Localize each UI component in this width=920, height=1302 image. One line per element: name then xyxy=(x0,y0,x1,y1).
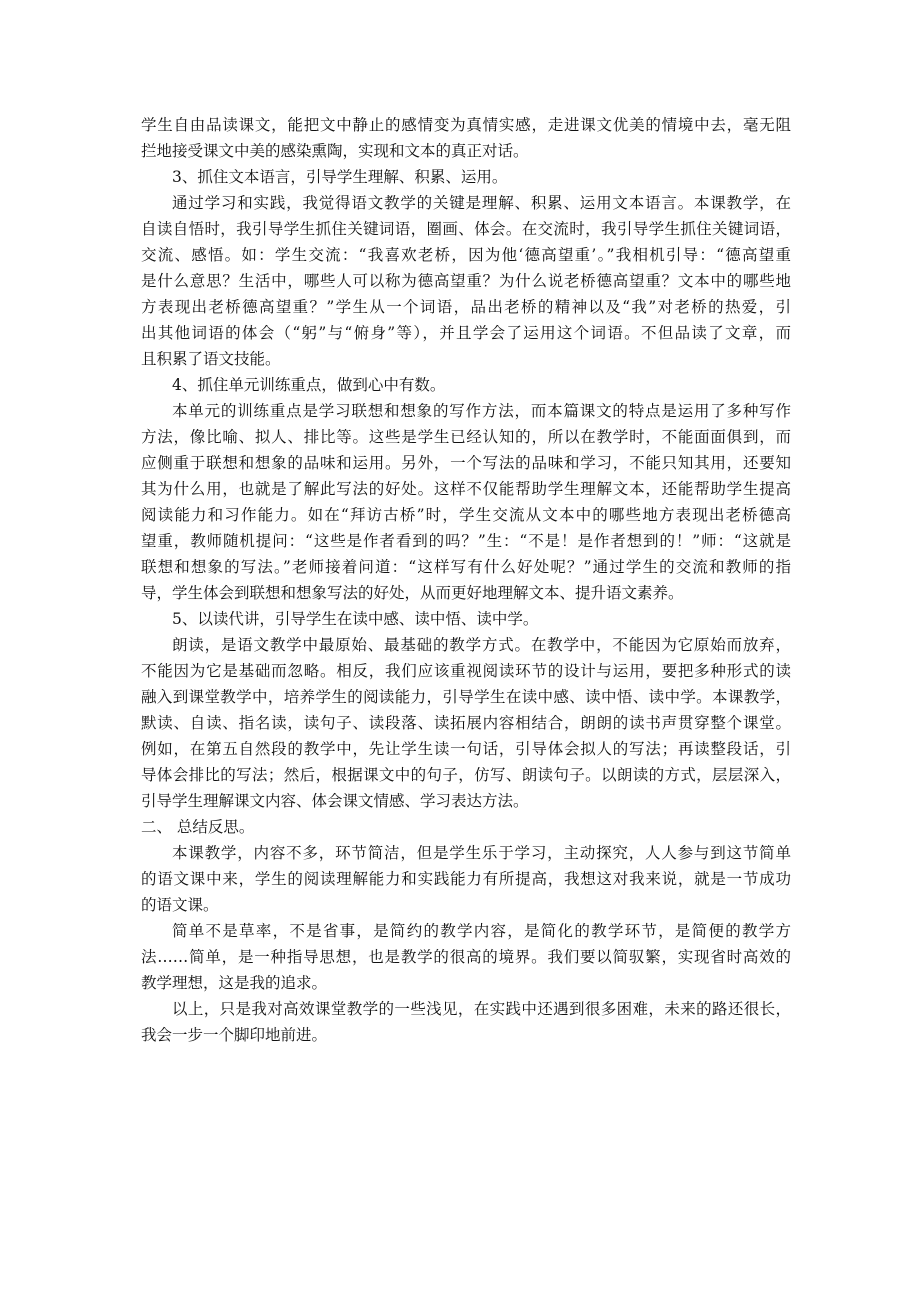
text-line: 联想和想象的写法。”老师接着问道：“这样写有什么好处呢？”通过学生的交流和教师的指 xyxy=(141,558,791,576)
text-line: 通过学习和实践，我觉得语文教学的关键是理解、积累、运用文本语言。本课教学，在 xyxy=(172,194,791,212)
section-heading: 4、抓住单元训练重点，做到心中有数。 xyxy=(172,376,446,394)
text-line: 融入到课堂教学中，培养学生的阅读能力，引导学生在读中感、读中悟、读中学。本课教学， xyxy=(141,688,791,706)
section-heading: 二、 总结反思。 xyxy=(141,818,255,836)
text-line: 是什么意思？生活中，哪些人可以称为德高望重？为什么说老桥德高望重？文本中的哪些地 xyxy=(141,272,791,290)
text-line: 本课教学，内容不多，环节简洁，但是学生乐于学习，主动探究，人人参与到这节简单 xyxy=(172,844,791,862)
text-line: 引导学生理解课文内容、体会课文情感、学习表达方法。 xyxy=(141,792,529,810)
text-line: 学生自由品读课文，能把文中静止的感情变为真情实感，走进课文优美的情境中去，毫无阻 xyxy=(141,116,791,134)
text-line: 的语文课。 xyxy=(141,896,219,914)
text-line: 自读自悟时，我引导学生抓住关键词语，圈画、体会。在交流时，我引导学生抓住关键词语， xyxy=(141,220,791,238)
text-line: 其为什么用，也就是了解此写法的好处。这样不仅能帮助学生理解文本，还能帮助学生提高 xyxy=(141,480,791,498)
text-line: 默读、自读、指名读，读句子、读段落、读拓展内容相结合，朗朗的读书声贯穿整个课堂。 xyxy=(141,714,791,732)
text-line: 望重，教师随机提问：“这些是作者看到的吗？”生：“不是！是作者想到的！”师：“这就是 xyxy=(141,532,791,550)
text-line: 朗读，是语文教学中最原始、最基础的教学方式。在教学中，不能因为它原始而放弃， xyxy=(172,636,791,654)
text-line: 的语文课中来，学生的阅读理解能力和实践能力有所提高，我想这对我来说，就是一节成功 xyxy=(141,870,791,888)
text-line: 教学理想，这是我的追求。 xyxy=(141,974,328,992)
text-line: 出其他词语的体会（“躬”与“俯身”等），并且学会了运用这个词语。不但品读了文章，而 xyxy=(141,324,791,342)
text-line: 阅读能力和习作能力。如在“拜访古桥”时，学生交流从文本中的哪些地方表现出老桥德高 xyxy=(141,506,791,524)
text-line: 且积累了语文技能。 xyxy=(141,350,281,368)
text-line: 交流、感悟。如：学生交流：“我喜欢老桥，因为他‘德高望重’。”我相机引导：“德高望重 xyxy=(141,246,791,264)
text-line: 方表现出老桥德高望重？”学生从一个词语，品出老桥的精神以及“我”对老桥的热爱，引 xyxy=(141,298,791,316)
text-line: 导，学生体会到联想和想象写法的好处，从而更好地理解文本、提升语文素养。 xyxy=(141,584,684,602)
text-line: 应侧重于联想和想象的品味和运用。另外，一个写法的品味和学习，不能只知其用，还要知 xyxy=(141,454,791,472)
text-line: 我会一步一个脚印地前进。 xyxy=(141,1026,328,1044)
text-line: 拦地接受课文中美的感染熏陶，实现和文本的真正对话。 xyxy=(141,142,529,160)
text-line: 不能因为它是基础而忽略。相反，我们应该重视阅读环节的设计与运用，要把多种形式的读 xyxy=(141,662,791,680)
section-heading: 3、抓住文本语言，引导学生理解、积累、运用。 xyxy=(172,168,508,186)
text-line: 方法，像比喻、拟人、排比等。这些是学生已经认知的，所以在教学时，不能面面俱到，而 xyxy=(141,428,791,446)
text-line: 法……简单，是一种指导思想，也是教学的很高的境界。我们要以简驭繁，实现省时高效的 xyxy=(141,948,791,966)
section-heading: 5、以读代讲，引导学生在读中感、读中悟、读中学。 xyxy=(172,610,539,628)
text-line: 以上，只是我对高效课堂教学的一些浅见，在实践中还遇到很多困难，未来的路还很长， xyxy=(172,1000,791,1018)
text-line: 导体会排比的写法；然后，根据课文中的句子，仿写、朗读句子。以朗读的方式，层层深入， xyxy=(141,766,791,784)
text-line: 简单不是草率，不是省事，是简约的教学内容，是简化的教学环节，是简便的教学方 xyxy=(172,922,791,940)
text-line: 本单元的训练重点是学习联想和想象的写作方法，而本篇课文的特点是运用了多种写作 xyxy=(172,402,791,420)
text-line: 例如，在第五自然段的教学中，先让学生读一句话，引导体会拟人的写法；再读整段话，引 xyxy=(141,740,791,758)
